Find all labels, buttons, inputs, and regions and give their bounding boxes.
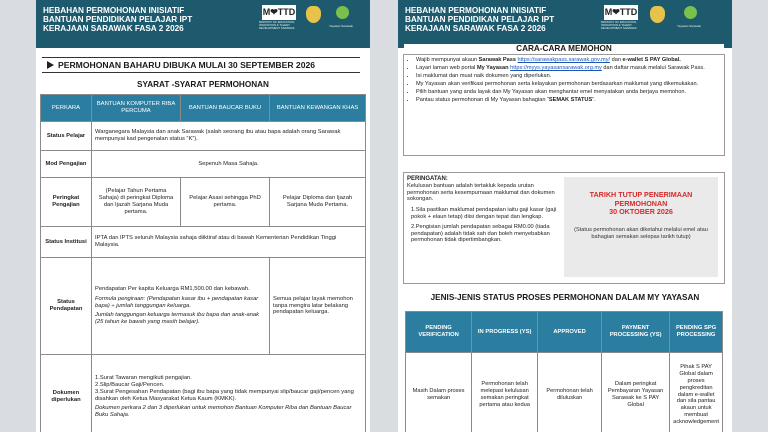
row-label: Dokumen diperlukan [41,355,92,432]
sarawakpass-link[interactable]: https://sarawakpass.sarawak.gov.my/ [517,57,611,63]
warning-title: PERINGATAN: [407,176,448,182]
row-label: Peringkat Pengajian [41,178,92,227]
yayasan-logo-icon [684,6,697,19]
header-title [405,6,554,34]
table-header-row [406,312,723,353]
howto-step: • My Yayasan akan verifikasi permohonan serta kelayakan permohonan berdasarkan maklumat yang dikemukakan. [416,81,724,88]
poster-left [36,0,370,432]
table-cell [92,355,366,432]
sarawak-crest-icon [306,6,321,23]
header-title-line: HEBAHAN PERMOHONAN INISIATIF [405,6,547,15]
header-title-line: KERAJAAN SARAWAK FASA 2 2026 [43,24,184,34]
column-header: BANTUAN KEWANGAN KHAS [270,95,366,122]
poster-header [36,0,370,48]
howto-step: • Pantau status permohonan di My Yayasan bahagian “SEMAK STATUS”. [416,97,724,104]
status-title: JENIS-JENIS STATUS PROSES PERMOHONAN DALAM MY YAYASAN [430,293,700,302]
table-cell: Permohonan telah melepasi kelulusan semakan peringkat pertama atau kedua [472,353,538,432]
document-item: 3.Surat Pengesahan Pendapatan (bagi ibu bapa yang tidak mempunyai slip/baucar gaji/pencen yang disahkan oleh Ketua Masyarakat Ketua Kaum (KMKK). [95,388,354,402]
banner-text: PERMOHONAN BAHARU DIBUKA MULAI 30 SEPTEMBER 2026 [58,60,316,70]
warning-box [403,172,725,284]
column-header: IN PROGRESS (YS) [472,312,538,353]
table-row [41,178,366,227]
opening-banner [42,57,360,73]
income-limit: Pendapatan Per kapita Keluarga RM1,500.00 dan kebawah. [95,286,250,292]
warning-list [407,207,557,244]
yayasan-logo-icon [336,6,349,19]
poster-right [398,0,732,432]
table-cell: Warganegara Malaysia dan anak Sarawak (salah seorang ibu atau bapa adalah orang Sarawak mempunyai kad pengenalan status “K”). [92,122,366,151]
howto-step: • Wajib mempunyai akaun Sarawak Pass https://sarawakpass.sarawak.gov.my/ dan e-wallet S PAY Global. [416,57,724,64]
howto-box [403,44,725,156]
howto-step: • Pilih bantuan yang anda layak dan My Yayasan akan menghantar emel menyatakan anda berjaya memohon. [416,89,724,96]
sarawak-crest-icon [650,6,665,23]
document-item: 2.Slip/Baucar Gaji/Pencen. [95,381,165,388]
row-label: Mod Pengajian [41,151,92,178]
row-label: Status Institusi [41,227,92,258]
arrow-icon [47,61,54,69]
table-row [41,227,366,258]
deadline-title: TARIKH TUTUP PENERIMAAN PERMOHONAN 30 OKTOBER 2026 [564,191,718,217]
table-row [41,122,366,151]
document-item: 1.Surat Tawaran mengikuti pengajian. [95,375,192,382]
deadline-box [564,177,718,277]
table-cell: Dalam peringkat Pembayaran Yayasan Sarawak ke S PAY Global [602,353,670,432]
dependents-note: Jumlah tanggungan keluarga termasuk ibu bapa dan anak-anak (25 tahun ke bawah yang masih belajar). [95,312,260,326]
howto-steps [404,57,724,103]
deadline-date: 30 OKTOBER 2026 [609,207,673,217]
header-title-line: HEBAHAN PERMOHONAN INISIATIF [43,6,185,15]
column-header: PAYMENT PROCESSING (YS) [602,312,670,353]
myyayasan-link[interactable]: https://myys.yayasansarawak.org.my [510,64,602,71]
table-cell: (Pelajar Tahun Pertama Sahaja) di peringkat Diploma dan Ijazah Sarjana Muda pertama. [92,178,181,227]
meittd-logo-icon: M❤TTD [604,5,638,20]
table-cell: Pihak S PAY Global dalam proses pengkreditan dalam e-wallet dan sila pantau akaun untuk membuat acknowledgement [670,353,723,432]
header-title [43,6,192,34]
row-label: Status Pelajar [41,122,92,151]
table-cell: Permohonan telah diluluskan [538,353,602,432]
crest-label: Yayasan Sarawak [329,24,353,28]
requirements-title: SYARAT -SYARAT PERMOHONAN [137,80,269,89]
warning-text [407,176,557,244]
table-header-row [41,95,366,122]
howto-title: CARA-CARA MEMOHON [404,44,724,53]
column-header: APPROVED [538,312,602,353]
status-table [405,311,723,432]
poster-header [398,0,732,48]
row-label: Status Pendapatan [41,258,92,355]
table-row [41,355,366,432]
table-cell: Pelajar Diploma dan Ijazah Sarjana Muda Pertama. [270,178,366,227]
table-cell: Masih Dalam proses semakan [406,353,472,432]
header-title-line: BANTUAN PENDIDIKAN PELAJAR IPT [43,15,193,25]
header-title-line: BANTUAN PENDIDIKAN PELAJAR IPT [405,15,555,25]
table-row [41,258,366,355]
document-note: Dokumen perkara 2 dan 3 diperlukan untuk memohon Bantuan Komputer Riba dan Bantuan Baucar Buku Sahaja. [95,405,352,419]
column-header: PENDING SPG PROCESSING [670,312,723,353]
income-formula: Formula pengiraan: (Pendapatan kasar ibu + pendapatan kasar bapa) ÷ jumlah tanggungan keluarga. [95,295,259,309]
warning-intro: Kelulusan bantuan adalah tertakluk kepada urutan permohonan serta kesempurnaan maklumat dan dokumen sokongan. [407,182,555,203]
table-cell: Sepenuh Masa Sahaja. [92,151,366,178]
warning-item: 2.Pengisian jumlah pendapatan sebagai RM0.00 (tiada pendapatan) adalah tidak sah dan boleh menyebabkan permohonan tidak dipertimbangkan. [411,223,550,244]
table-row [41,151,366,178]
meittd-logo-icon: M❤TTD [262,5,296,20]
column-header: PENDING VERIFICATION [406,312,472,353]
table-row [406,353,723,432]
requirements-table [40,94,366,432]
howto-step: • Layari laman web portal My Yayasan https://myys.yayasansarawak.org.my dan daftar masuk melalui Sarawak Pass. [416,65,724,72]
crest-label: Yayasan Sarawak [677,24,701,28]
table-cell: IPTA dan IPTS seluruh Malaysia sahaja diiktiraf atau di bawah Kementerian Pendidikan Tinggi Malaysia. [92,227,366,258]
table-cell: Semua pelajar layak memohon tanpa mengira latar belakang pendapatan keluarga. [270,258,366,355]
header-title-line: KERAJAAN SARAWAK FASA 2 2026 [405,24,546,34]
logo-subtext: MINISTRY OF EDUCATION, INNOVATION & TALENT DEVELOPMENT SARAWAK [259,20,295,31]
table-cell [92,258,270,355]
logo-subtext: MINISTRY OF EDUCATION, INNOVATION & TALENT DEVELOPMENT SARAWAK [601,20,637,31]
warning-item: 1.Sila pastikan maklumat pendapatan iaitu gaji kasar (gaji pokok + elaun tetap) diisi dengan tepat dan lengkap. [411,207,557,220]
column-header: BANTUAN BAUCAR BUKU [181,95,270,122]
deadline-note: (Status permohonan akan diketahui melalui emel atau bahagian semakan selepas tarikh tutup) [574,226,708,240]
howto-step: • Isi maklumat dan muat naik dokumen yang diperlukan. [416,73,724,80]
column-header: PERKARA [41,95,92,122]
column-header: BANTUAN KOMPUTER RIBA PERCUMA [92,95,181,122]
table-cell: Pelajar Asasi sehingga PhD pertama. [181,178,270,227]
